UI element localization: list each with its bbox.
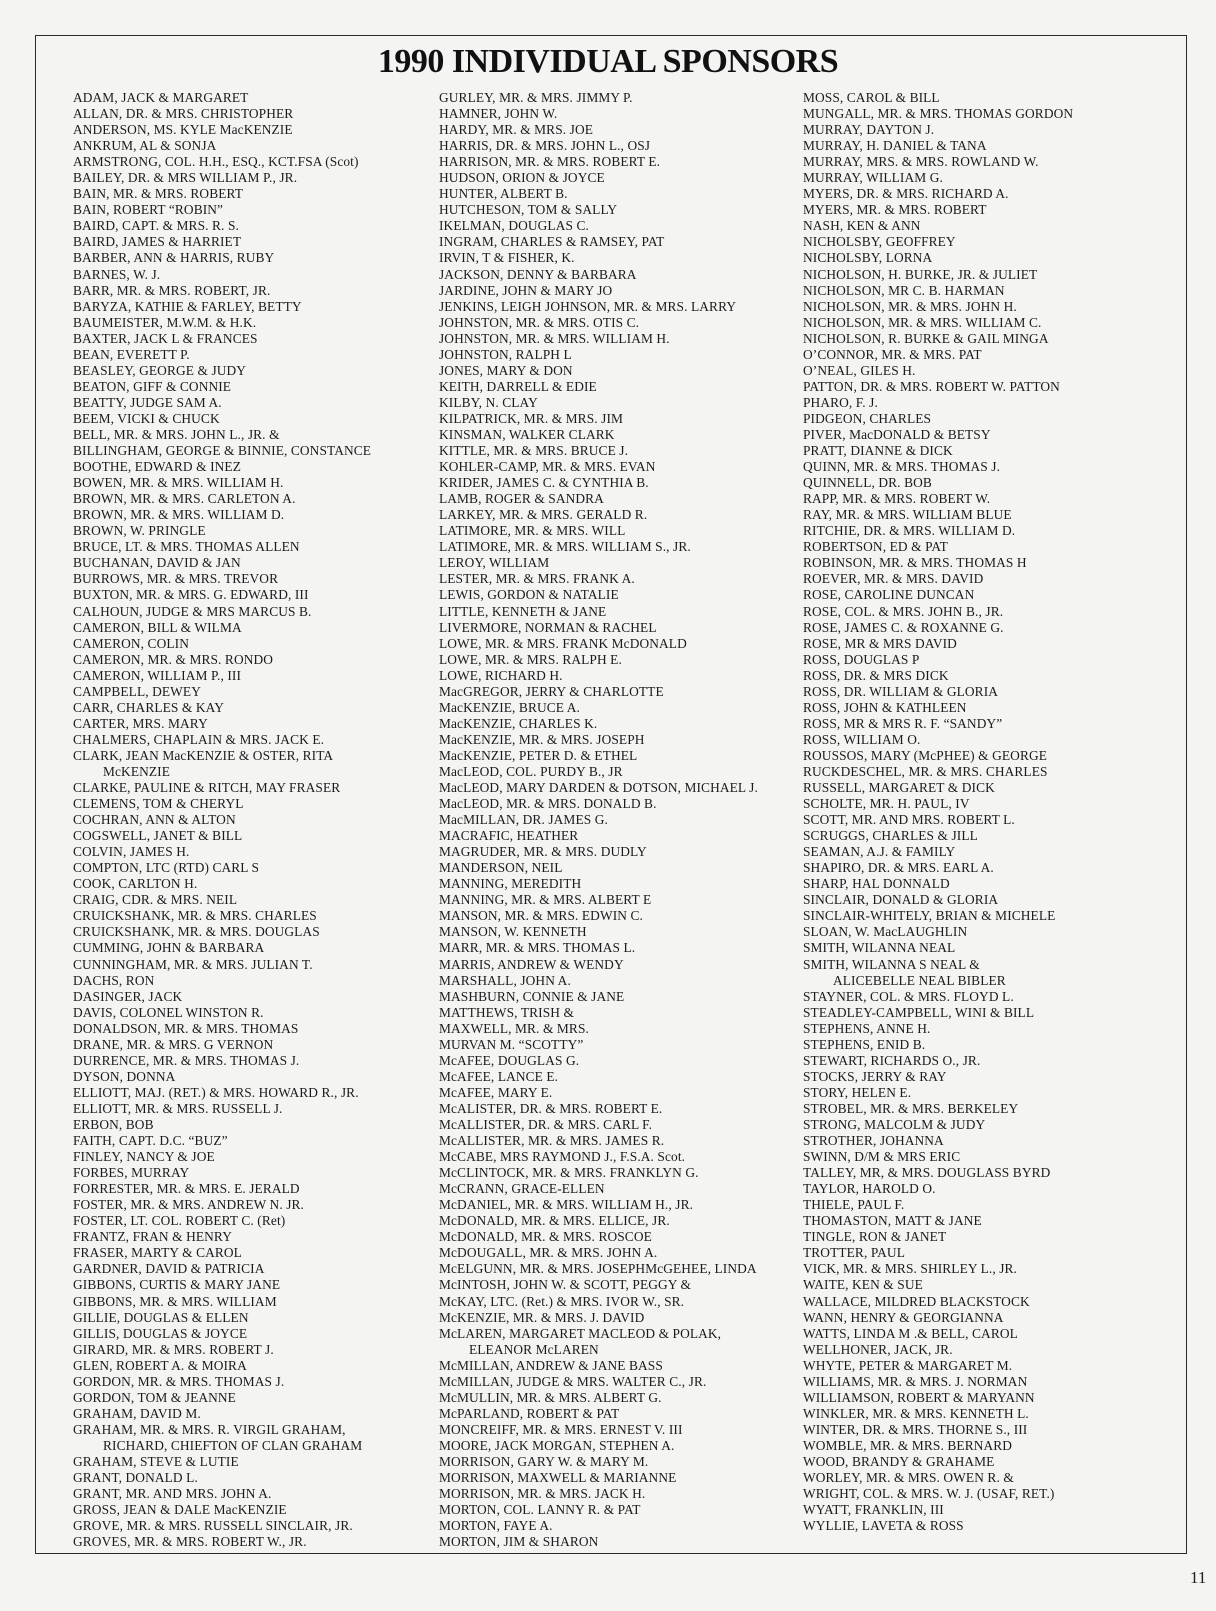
- sponsor-entry: JONES, MARY & DON: [439, 362, 573, 378]
- sponsor-entry: WANN, HENRY & GEORGIANNA: [803, 1309, 1004, 1325]
- sponsor-entry: GROVES, MR. & MRS. ROBERT W., JR.: [73, 1534, 307, 1550]
- sponsor-entry: COOK, CARLTON H.: [73, 876, 198, 892]
- sponsor-entry: BILLINGHAM, GEORGE & BINNIE, CONSTANCE: [73, 443, 372, 459]
- sponsor-entry: TINGLE, RON & JANET: [803, 1229, 947, 1245]
- sponsor-entry: PRATT, DIANNE & DICK: [803, 443, 953, 459]
- sponsor-entry: DRANE, MR. & MRS. G VERNON: [73, 1036, 274, 1052]
- sponsor-entry: MacLEOD, MARY DARDEN & DOTSON, MICHAEL J.: [439, 780, 758, 796]
- sponsor-entry: MURRAY, H. DANIEL & TANA: [803, 138, 987, 154]
- sponsor-entry: CLEMENS, TOM & CHERYL: [73, 796, 244, 812]
- sponsor-entry: BROWN, MR. & MRS. CARLETON A.: [73, 491, 296, 507]
- sponsor-entry: COMPTON, LTC (RTD) CARL S: [73, 860, 260, 876]
- sponsor-entry: McELGUNN, MR. & MRS. JOSEPHMcGEHEE, LINDA: [439, 1261, 757, 1277]
- sponsor-entry: STORY, HELEN E.: [803, 1084, 912, 1100]
- sponsor-entry: NICHOLSON, MR C. B. HARMAN: [803, 282, 1005, 298]
- sponsor-entry: JACKSON, DENNY & BARBARA: [439, 266, 637, 282]
- sponsor-entry: FRANTZ, FRAN & HENRY: [73, 1229, 232, 1245]
- sponsor-entry: SCHOLTE, MR. H. PAUL, IV: [803, 796, 970, 812]
- sponsor-entry: JOHNSTON, RALPH L: [439, 346, 572, 362]
- sponsor-entry: HARDY, MR. & MRS. JOE: [439, 122, 594, 138]
- sponsor-entry: SLOAN, W. MacLAUGHLIN: [803, 924, 968, 940]
- sponsor-entry: McDONALD, MR. & MRS. ROSCOE: [439, 1229, 652, 1245]
- sponsor-entry: BOWEN, MR. & MRS. WILLIAM H.: [73, 475, 284, 491]
- sponsor-entry: McINTOSH, JOHN W. & SCOTT, PEGGY &: [439, 1277, 692, 1293]
- sponsor-entry: ROSS, JOHN & KATHLEEN: [803, 699, 967, 715]
- sponsor-entry: SCOTT, MR. AND MRS. ROBERT L.: [803, 812, 1015, 828]
- sponsor-entry: MANNING, MR. & MRS. ALBERT E: [439, 892, 652, 908]
- sponsor-entry: KINSMAN, WALKER CLARK: [439, 426, 615, 442]
- sponsor-entry: JOHNSTON, MR. & MRS. OTIS C.: [439, 314, 640, 330]
- sponsor-entry: STROTHER, JOHANNA: [803, 1133, 944, 1149]
- sponsor-entry: BARYZA, KATHIE & FARLEY, BETTY: [73, 298, 302, 314]
- sponsor-entry: CARTER, MRS. MARY: [73, 715, 208, 731]
- sponsor-entry: MYERS, MR. & MRS. ROBERT: [803, 202, 987, 218]
- sponsor-entry: STEWART, RICHARDS O., JR.: [803, 1052, 981, 1068]
- sponsor-entry: McCRANN, GRACE-ELLEN: [439, 1181, 605, 1197]
- sponsor-entry: MacKENZIE, MR. & MRS. JOSEPH: [439, 731, 645, 747]
- sponsor-entry: HARRISON, MR. & MRS. ROBERT E.: [439, 154, 661, 170]
- sponsor-column-2: [439, 90, 758, 1550]
- sponsor-entry: JOHNSTON, MR. & MRS. WILLIAM H.: [439, 330, 670, 346]
- sponsor-entry: MONCREIFF, MR. & MRS. ERNEST V. III: [439, 1421, 683, 1437]
- sponsor-entry: MURRAY, WILLIAM G.: [803, 170, 943, 186]
- sponsor-entry: GROSS, JEAN & DALE MacKENZIE: [73, 1502, 287, 1518]
- sponsor-entry: BAXTER, JACK L & FRANCES: [73, 330, 258, 346]
- sponsor-entry: PATTON, DR. & MRS. ROBERT W. PATTON: [803, 378, 1060, 394]
- sponsor-entry: McCABE, MRS RAYMOND J., F.S.A. Scot.: [439, 1149, 686, 1165]
- sponsor-entry: RAPP, MR. & MRS. ROBERT W.: [803, 491, 991, 507]
- sponsor-entry: SMITH, WILANNA S NEAL &: [803, 956, 980, 972]
- sponsor-entry: MacKENZIE, PETER D. & ETHEL: [439, 747, 638, 763]
- sponsor-entry: HUTCHESON, TOM & SALLY: [439, 202, 618, 218]
- sponsor-entry: MANNING, MEREDITH: [439, 876, 582, 892]
- sponsor-entry: BARNES, W. J.: [73, 266, 161, 282]
- sponsor-entry: McAFEE, DOUGLAS G.: [439, 1052, 580, 1068]
- sponsor-entry: MASHBURN, CONNIE & JANE: [439, 988, 625, 1004]
- sponsor-entry: ROSE, JAMES C. & ROXANNE G.: [803, 619, 1004, 635]
- sponsor-entry: MATTHEWS, TRISH &: [439, 1004, 574, 1020]
- sponsor-entry: McAFEE, MARY E.: [439, 1084, 553, 1100]
- sponsor-entry: CAMERON, WILLIAM P., III: [73, 667, 242, 683]
- sponsor-entry: FAITH, CAPT. D.C. “BUZ”: [73, 1133, 228, 1149]
- sponsor-entry: FRASER, MARTY & CAROL: [73, 1245, 242, 1261]
- sponsor-entry: ROBERTSON, ED & PAT: [803, 539, 948, 555]
- sponsor-entry: MacLEOD, MR. & MRS. DONALD B.: [439, 796, 657, 812]
- sponsor-entry: LOWE, MR. & MRS. FRANK McDONALD: [439, 635, 687, 651]
- sponsor-entry: GRANT, MR. AND MRS. JOHN A.: [73, 1486, 272, 1502]
- sponsor-column-3: [803, 90, 1073, 1534]
- sponsor-entry: HUDSON, ORION & JOYCE: [439, 170, 605, 186]
- sponsor-entry: McMILLAN, JUDGE & MRS. WALTER C., JR.: [439, 1373, 707, 1389]
- sponsor-entry: ROSS, WILLIAM O.: [803, 731, 921, 747]
- sponsor-entry: PHARO, F. J.: [803, 394, 878, 410]
- sponsor-entry: GILLIE, DOUGLAS & ELLEN: [73, 1309, 249, 1325]
- sponsor-entry: RICHARD, CHIEFTON OF CLAN GRAHAM: [103, 1437, 363, 1453]
- sponsor-entry: HARRIS, DR. & MRS. JOHN L., OSJ: [439, 138, 651, 154]
- sponsor-entry: MURVAN M. “SCOTTY”: [439, 1036, 584, 1052]
- sponsor-entry: DACHS, RON: [73, 972, 155, 988]
- sponsor-entry: BRUCE, LT. & MRS. THOMAS ALLEN: [73, 539, 300, 555]
- sponsor-entry: O’CONNOR, MR. & MRS. PAT: [803, 346, 982, 362]
- sponsor-entry: MacKENZIE, CHARLES K.: [439, 715, 598, 731]
- sponsor-entry: GILLIS, DOUGLAS & JOYCE: [73, 1325, 248, 1341]
- sponsor-entry: CUMMING, JOHN & BARBARA: [73, 940, 265, 956]
- sponsor-entry: HUNTER, ALBERT B.: [439, 186, 568, 202]
- sponsor-entry: GLEN, ROBERT A. & MOIRA: [73, 1357, 247, 1373]
- sponsor-entry: IRVIN, T & FISHER, K.: [439, 250, 575, 266]
- sponsor-entry: McDANIEL, MR. & MRS. WILLIAM H., JR.: [439, 1197, 694, 1213]
- sponsor-entry: ROSS, MR & MRS R. F. “SANDY”: [803, 715, 1003, 731]
- sponsor-entry: NICHOLSBY, GEOFFREY: [803, 234, 956, 250]
- sponsor-entry: MOSS, CAROL & BILL: [803, 90, 940, 105]
- sponsor-entry: McCLINTOCK, MR. & MRS. FRANKLYN G.: [439, 1165, 699, 1181]
- sponsor-entry: TROTTER, PAUL: [803, 1245, 905, 1261]
- sponsor-entry: BURROWS, MR. & MRS. TREVOR: [73, 571, 279, 587]
- sponsor-entry: MARRIS, ANDREW & WENDY: [439, 956, 624, 972]
- sponsor-entry: HAMNER, JOHN W.: [439, 106, 558, 122]
- sponsor-entry: LESTER, MR. & MRS. FRANK A.: [439, 571, 635, 587]
- sponsor-entry: IKELMAN, DOUGLAS C.: [439, 218, 589, 234]
- sponsor-entry: BEEM, VICKI & CHUCK: [73, 410, 220, 426]
- sponsor-entry: GRAHAM, MR. & MRS. R. VIRGIL GRAHAM,: [73, 1421, 346, 1437]
- sponsor-entry: GIBBONS, CURTIS & MARY JANE: [73, 1277, 281, 1293]
- sponsor-entry: ROUSSOS, MARY (McPHEE) & GEORGE: [803, 747, 1048, 763]
- sponsor-entry: BAIRD, JAMES & HARRIET: [73, 234, 242, 250]
- sponsor-entry: GRANT, DONALD L.: [73, 1470, 198, 1486]
- sponsor-entry: RUCKDESCHEL, MR. & MRS. CHARLES: [803, 763, 1048, 779]
- sponsor-entry: BELL, MR. & MRS. JOHN L., JR. &: [73, 426, 280, 442]
- sponsor-entry: ANDERSON, MS. KYLE MacKENZIE: [73, 122, 293, 138]
- sponsor-entry: SINCLAIR-WHITELY, BRIAN & MICHELE: [803, 908, 1056, 924]
- sponsor-entry: JENKINS, LEIGH JOHNSON, MR. & MRS. LARRY: [439, 298, 737, 314]
- sponsor-entry: KILPATRICK, MR. & MRS. JIM: [439, 410, 624, 426]
- sponsor-entry: CAMERON, BILL & WILMA: [73, 619, 242, 635]
- sponsor-entry: SINCLAIR, DONALD & GLORIA: [803, 892, 999, 908]
- sponsor-entry: McPARLAND, ROBERT & PAT: [439, 1405, 620, 1421]
- sponsor-entry: MYERS, DR. & MRS. RICHARD A.: [803, 186, 1009, 202]
- sponsor-entry: BAIN, MR. & MRS. ROBERT: [73, 186, 244, 202]
- sponsor-entry: MORRISON, MR. & MRS. JACK H.: [439, 1486, 646, 1502]
- sponsor-entry: STOCKS, JERRY & RAY: [803, 1068, 947, 1084]
- sponsor-entry: KRIDER, JAMES C. & CYNTHIA B.: [439, 475, 649, 491]
- sponsor-entry: COLVIN, JAMES H.: [73, 844, 190, 860]
- sponsor-entry: NICHOLSBY, LORNA: [803, 250, 933, 266]
- sponsor-entry: MacLEOD, COL. PURDY B., JR: [439, 763, 623, 779]
- sponsor-entry: McKAY, LTC. (Ret.) & MRS. IVOR W., SR.: [439, 1293, 685, 1309]
- sponsor-entry: ERBON, BOB: [73, 1117, 154, 1132]
- sponsor-entry: WORLEY, MR. & MRS. OWEN R. &: [803, 1470, 1014, 1486]
- sponsor-entry: ROSE, CAROLINE DUNCAN: [803, 587, 975, 603]
- sponsor-entry: PIDGEON, CHARLES: [803, 410, 932, 426]
- sponsor-entry: CRUICKSHANK, MR. & MRS. DOUGLAS: [73, 924, 320, 940]
- page-number: 11: [1190, 1568, 1207, 1587]
- sponsor-entry: WOOD, BRANDY & GRAHAME: [803, 1453, 995, 1469]
- sponsor-entry: WINKLER, MR. & MRS. KENNETH L.: [803, 1405, 1029, 1421]
- sponsor-entry: ELLIOTT, MR. & MRS. RUSSELL J.: [73, 1100, 283, 1116]
- sponsor-entry: BAIRD, CAPT. & MRS. R. S.: [73, 218, 239, 234]
- sponsor-entry: PIVER, MacDONALD & BETSY: [803, 426, 991, 442]
- sponsor-entry: FOSTER, MR. & MRS. ANDREW N. JR.: [73, 1197, 305, 1213]
- sponsor-entry: LOWE, RICHARD H.: [439, 667, 563, 683]
- sponsor-entry: ROSE, MR & MRS DAVID: [803, 635, 957, 651]
- sponsor-entry: STEPHENS, ENID B.: [803, 1036, 926, 1052]
- sponsor-entry: TALLEY, MR, & MRS. DOUGLASS BYRD: [803, 1165, 1051, 1181]
- page-title: 1990 INDIVIDUAL SPONSORS: [377, 43, 839, 80]
- sponsor-entry: LARKEY, MR. & MRS. GERALD R.: [439, 507, 648, 523]
- sponsor-entry: RAY, MR. & MRS. WILLIAM BLUE: [803, 507, 1012, 523]
- sponsor-entry: McLAREN, MARGARET MACLEOD & POLAK,: [439, 1325, 722, 1341]
- sponsor-entry: BEATTY, JUDGE SAM A.: [73, 394, 222, 410]
- sponsor-entry: MANDERSON, NEIL: [439, 860, 563, 876]
- sponsor-entry: ROSS, DR. & MRS DICK: [803, 667, 949, 683]
- sponsor-entry: WILLIAMS, MR. & MRS. J. NORMAN: [803, 1373, 1028, 1389]
- sponsor-entry: DURRENCE, MR. & MRS. THOMAS J.: [73, 1052, 300, 1068]
- sponsor-entry: COCHRAN, ANN & ALTON: [73, 812, 236, 828]
- sponsor-entry: SEAMAN, A.J. & FAMILY: [803, 844, 956, 860]
- sponsor-entry: ROSS, DOUGLAS P: [803, 651, 920, 667]
- sponsor-entry: ROSE, COL. & MRS. JOHN B., JR.: [803, 603, 1004, 619]
- sponsor-entry: CALHOUN, JUDGE & MRS MARCUS B.: [73, 603, 312, 619]
- sponsor-entry: MacMILLAN, DR. JAMES G.: [439, 812, 608, 828]
- sponsor-entry: MARSHALL, JOHN A.: [439, 972, 571, 988]
- sponsor-entry: THOMASTON, MATT & JANE: [803, 1213, 982, 1229]
- sponsor-entry: COGSWELL, JANET & BILL: [73, 828, 243, 844]
- sponsor-entry: McMILLAN, ANDREW & JANE BASS: [439, 1357, 663, 1373]
- sponsor-entry: MARR, MR. & MRS. THOMAS L.: [439, 940, 636, 956]
- sponsor-entry: QUINN, MR. & MRS. THOMAS J.: [803, 459, 1001, 475]
- sponsor-entry: GIRARD, MR. & MRS. ROBERT J.: [73, 1341, 274, 1357]
- sponsor-entry: ALICEBELLE NEAL BIBLER: [833, 972, 1006, 988]
- sponsor-column-1: [73, 90, 371, 1550]
- sponsor-entry: STAYNER, COL. & MRS. FLOYD L.: [803, 988, 1014, 1004]
- sponsor-entry: LATIMORE, MR. & MRS. WILLIAM S., JR.: [439, 539, 691, 555]
- sponsor-entry: ALLAN, DR. & MRS. CHRISTOPHER: [73, 106, 294, 122]
- sponsor-entry: MORTON, JIM & SHARON: [439, 1534, 599, 1550]
- sponsor-entry: ANKRUM, AL & SONJA: [73, 138, 217, 154]
- sponsor-entry: KOHLER-CAMP, MR. & MRS. EVAN: [439, 459, 656, 475]
- sponsor-entry: DYSON, DONNA: [73, 1068, 176, 1084]
- sponsor-entry: WALLACE, MILDRED BLACKSTOCK: [803, 1293, 1030, 1309]
- sponsor-entry: KITTLE, MR. & MRS. BRUCE J.: [439, 443, 629, 459]
- sponsor-entry: MAXWELL, MR. & MRS.: [439, 1020, 589, 1036]
- sponsor-entry: GORDON, MR. & MRS. THOMAS J.: [73, 1373, 285, 1389]
- sponsor-entry: STROBEL, MR. & MRS. BERKELEY: [803, 1100, 1019, 1116]
- sponsor-entry: BEASLEY, GEORGE & JUDY: [73, 362, 247, 378]
- sponsor-entry: McALLISTER, DR. & MRS. CARL F.: [439, 1117, 653, 1132]
- sponsor-entry: LEWIS, GORDON & NATALIE: [439, 587, 619, 603]
- sponsor-entry: LATIMORE, MR. & MRS. WILL: [439, 523, 626, 539]
- sponsor-entry: McMULLIN, MR. & MRS. ALBERT G.: [439, 1389, 662, 1405]
- sponsor-entry: ELEANOR McLAREN: [469, 1341, 599, 1357]
- sponsor-entry: BARR, MR. & MRS. ROBERT, JR.: [73, 282, 271, 298]
- sponsor-entry: CAMPBELL, DEWEY: [73, 683, 201, 699]
- sponsor-entry: BAIN, ROBERT “ROBIN”: [73, 202, 224, 218]
- sponsor-entry: KILBY, N. CLAY: [439, 394, 538, 410]
- sponsor-entry: CARR, CHARLES & KAY: [73, 699, 224, 715]
- sponsor-entry: GARDNER, DAVID & PATRICIA: [73, 1261, 265, 1277]
- sponsor-entry: MORRISON, GARY W. & MARY M.: [439, 1453, 649, 1469]
- sponsor-entry: NICHOLSON, MR. & MRS. JOHN H.: [803, 298, 1017, 314]
- sponsor-entry: CAMERON, COLIN: [73, 635, 189, 651]
- sponsor-entry: LAMB, ROGER & SANDRA: [439, 491, 604, 507]
- sponsor-entry: BEAN, EVERETT P.: [73, 346, 190, 362]
- sponsor-entry: BUCHANAN, DAVID & JAN: [73, 555, 241, 571]
- sponsor-entry: McDONALD, MR. & MRS. ELLICE, JR.: [439, 1213, 670, 1229]
- sponsor-entry: ROSS, DR. WILLIAM & GLORIA: [803, 683, 999, 699]
- sponsor-entry: DASINGER, JACK: [73, 988, 183, 1004]
- sponsor-entry: STRONG, MALCOLM & JUDY: [803, 1117, 986, 1132]
- sponsor-entry: MURRAY, MRS. & MRS. ROWLAND W.: [803, 154, 1039, 170]
- sponsor-entry: MACRAFIC, HEATHER: [439, 828, 579, 844]
- sponsor-entry: LITTLE, KENNETH & JANE: [439, 603, 607, 619]
- sponsor-entry: BOOTHE, EDWARD & INEZ: [73, 459, 241, 475]
- sponsor-entry: MUNGALL, MR. & MRS. THOMAS GORDON: [803, 106, 1074, 122]
- sponsor-entry: MANSON, MR. & MRS. EDWIN C.: [439, 908, 643, 924]
- sponsor-entry: WRIGHT, COL. & MRS. W. J. (USAF, RET.): [803, 1486, 1055, 1502]
- sponsor-entry: McKENZIE: [103, 763, 170, 779]
- sponsor-entry: WILLIAMSON, ROBERT & MARYANN: [803, 1389, 1035, 1405]
- sponsor-entry: SMITH, WILANNA NEAL: [803, 940, 956, 956]
- sponsor-entry: TAYLOR, HAROLD O.: [803, 1181, 936, 1197]
- sponsor-entry: McDOUGALL, MR. & MRS. JOHN A.: [439, 1245, 658, 1261]
- sponsor-entry: NICHOLSON, R. BURKE & GAIL MINGA: [803, 330, 1049, 346]
- sponsor-entry: CUNNINGHAM, MR. & MRS. JULIAN T.: [73, 956, 313, 972]
- sponsor-entry: FOSTER, LT. COL. ROBERT C. (Ret): [73, 1213, 286, 1229]
- sponsor-entry: GORDON, TOM & JEANNE: [73, 1389, 236, 1405]
- sponsor-entry: LOWE, MR. & MRS. RALPH E.: [439, 651, 622, 667]
- sponsor-entry: MANSON, W. KENNETH: [439, 924, 587, 940]
- sponsor-entry: SHAPIRO, DR. & MRS. EARL A.: [803, 860, 994, 876]
- sponsor-entry: CRUICKSHANK, MR. & MRS. CHARLES: [73, 908, 317, 924]
- sponsor-entry: ADAM, JACK & MARGARET: [73, 90, 249, 105]
- sponsor-entry: RUSSELL, MARGARET & DICK: [803, 780, 995, 796]
- sponsor-entry: ARMSTRONG, COL. H.H., ESQ., KCT.FSA (Scot): [73, 154, 359, 170]
- sponsor-entry: MAGRUDER, MR. & MRS. DUDLY: [439, 844, 647, 860]
- sponsor-entry: GIBBONS, MR. & MRS. WILLIAM: [73, 1293, 277, 1309]
- sponsor-entry: BROWN, MR. & MRS. WILLIAM D.: [73, 507, 285, 523]
- sponsor-entry: JARDINE, JOHN & MARY JO: [439, 282, 613, 298]
- sponsor-entry: BAILEY, DR. & MRS WILLIAM P., JR.: [73, 170, 298, 186]
- sponsor-entry: NICHOLSON, MR. & MRS. WILLIAM C.: [803, 314, 1042, 330]
- sponsor-entry: WYLLIE, LAVETA & ROSS: [803, 1518, 964, 1534]
- sponsor-entry: SHARP, HAL DONNALD: [803, 876, 950, 892]
- sponsor-entry: WATTS, LINDA M .& BELL, CAROL: [803, 1325, 1018, 1341]
- sponsor-entry: CRAIG, CDR. & MRS. NEIL: [73, 892, 238, 908]
- sponsor-entry: NASH, KEN & ANN: [803, 218, 921, 234]
- sponsor-entry: DAVIS, COLONEL WINSTON R.: [73, 1004, 264, 1020]
- sponsor-entry: QUINNELL, DR. BOB: [803, 475, 932, 491]
- sponsor-entry: WOMBLE, MR. & MRS. BERNARD: [803, 1437, 1013, 1453]
- sponsor-entry: MORTON, FAYE A.: [439, 1518, 553, 1534]
- sponsor-entry: ELLIOTT, MAJ. (RET.) & MRS. HOWARD R., JR.: [73, 1084, 359, 1100]
- sponsor-entry: WELLHONER, JACK, JR.: [803, 1341, 953, 1357]
- sponsor-entry: FORRESTER, MR. & MRS. E. JERALD: [73, 1181, 300, 1197]
- sponsor-entry: BEATON, GIFF & CONNIE: [73, 378, 232, 394]
- sponsor-entry: CHALMERS, CHAPLAIN & MRS. JACK E.: [73, 731, 325, 747]
- sponsor-entry: STEPHENS, ANNE H.: [803, 1020, 931, 1036]
- sponsor-entry: O’NEAL, GILES H.: [803, 362, 916, 378]
- sponsor-entry: McAFEE, LANCE E.: [439, 1068, 559, 1084]
- sponsor-entry: NICHOLSON, H. BURKE, JR. & JULIET: [803, 266, 1038, 282]
- sponsor-entry: LEROY, WILLIAM: [439, 555, 550, 571]
- sponsor-entry: McKENZIE, MR. & MRS. J. DAVID: [439, 1309, 645, 1325]
- sponsor-entry: GRAHAM, STEVE & LUTIE: [73, 1453, 239, 1469]
- sponsor-entry: CAMERON, MR. & MRS. RONDO: [73, 651, 274, 667]
- sponsor-entry: MORTON, COL. LANNY R. & PAT: [439, 1502, 641, 1518]
- sponsor-entry: MURRAY, DAYTON J.: [803, 122, 935, 138]
- sponsor-entry: THIELE, PAUL F.: [803, 1197, 905, 1213]
- sponsor-entry: ROBINSON, MR. & MRS. THOMAS H: [803, 555, 1027, 571]
- sponsor-entry: SCRUGGS, CHARLES & JILL: [803, 828, 978, 844]
- sponsor-entry: BARBER, ANN & HARRIS, RUBY: [73, 250, 275, 266]
- sponsor-entry: MacKENZIE, BRUCE A.: [439, 699, 580, 715]
- sponsor-entry: CLARKE, PAULINE & RITCH, MAY FRASER: [73, 780, 341, 796]
- sponsor-entry: GROVE, MR. & MRS. RUSSELL SINCLAIR, JR.: [73, 1518, 353, 1534]
- sponsor-entry: LIVERMORE, NORMAN & RACHEL: [439, 619, 657, 635]
- sponsor-entry: WAITE, KEN & SUE: [803, 1277, 923, 1293]
- sponsor-entry: DONALDSON, MR. & MRS. THOMAS: [73, 1020, 299, 1036]
- sponsor-entry: McALISTER, DR. & MRS. ROBERT E.: [439, 1100, 663, 1116]
- sponsor-entry: RITCHIE, DR. & MRS. WILLIAM D.: [803, 523, 1016, 539]
- sponsor-entry: BROWN, W. PRINGLE: [73, 523, 206, 539]
- sponsor-entry: INGRAM, CHARLES & RAMSEY, PAT: [439, 234, 665, 250]
- sponsor-entry: BAUMEISTER, M.W.M. & H.K.: [73, 314, 257, 330]
- sponsor-entry: VICK, MR. & MRS. SHIRLEY L., JR.: [803, 1261, 1018, 1277]
- sponsor-entry: GRAHAM, DAVID M.: [73, 1405, 201, 1421]
- sponsor-entry: MacGREGOR, JERRY & CHARLOTTE: [439, 683, 664, 699]
- sponsor-entry: MORRISON, MAXWELL & MARIANNE: [439, 1470, 677, 1486]
- sponsor-entry: FINLEY, NANCY & JOE: [73, 1149, 215, 1165]
- sponsor-entry: MOORE, JACK MORGAN, STEPHEN A.: [439, 1437, 675, 1453]
- sponsor-entry: ROEVER, MR. & MRS. DAVID: [803, 571, 984, 587]
- sponsor-entry: SWINN, D/M & MRS ERIC: [803, 1149, 961, 1165]
- sponsor-entry: WYATT, FRANKLIN, III: [803, 1502, 944, 1518]
- sponsor-entry: BUXTON, MR. & MRS. G. EDWARD, III: [73, 587, 309, 603]
- sponsor-entry: WHYTE, PETER & MARGARET M.: [803, 1357, 1013, 1373]
- sponsor-entry: STEADLEY-CAMPBELL, WINI & BILL: [803, 1004, 1035, 1020]
- sponsor-entry: McALLISTER, MR. & MRS. JAMES R.: [439, 1133, 665, 1149]
- sponsor-entry: FORBES, MURRAY: [73, 1165, 190, 1181]
- sponsor-entry: WINTER, DR. & MRS. THORNE S., III: [803, 1421, 1028, 1437]
- sponsor-entry: CLARK, JEAN MacKENZIE & OSTER, RITA: [73, 747, 334, 763]
- sponsor-entry: GURLEY, MR. & MRS. JIMMY P.: [439, 90, 633, 105]
- sponsor-entry: KEITH, DARRELL & EDIE: [439, 378, 597, 394]
